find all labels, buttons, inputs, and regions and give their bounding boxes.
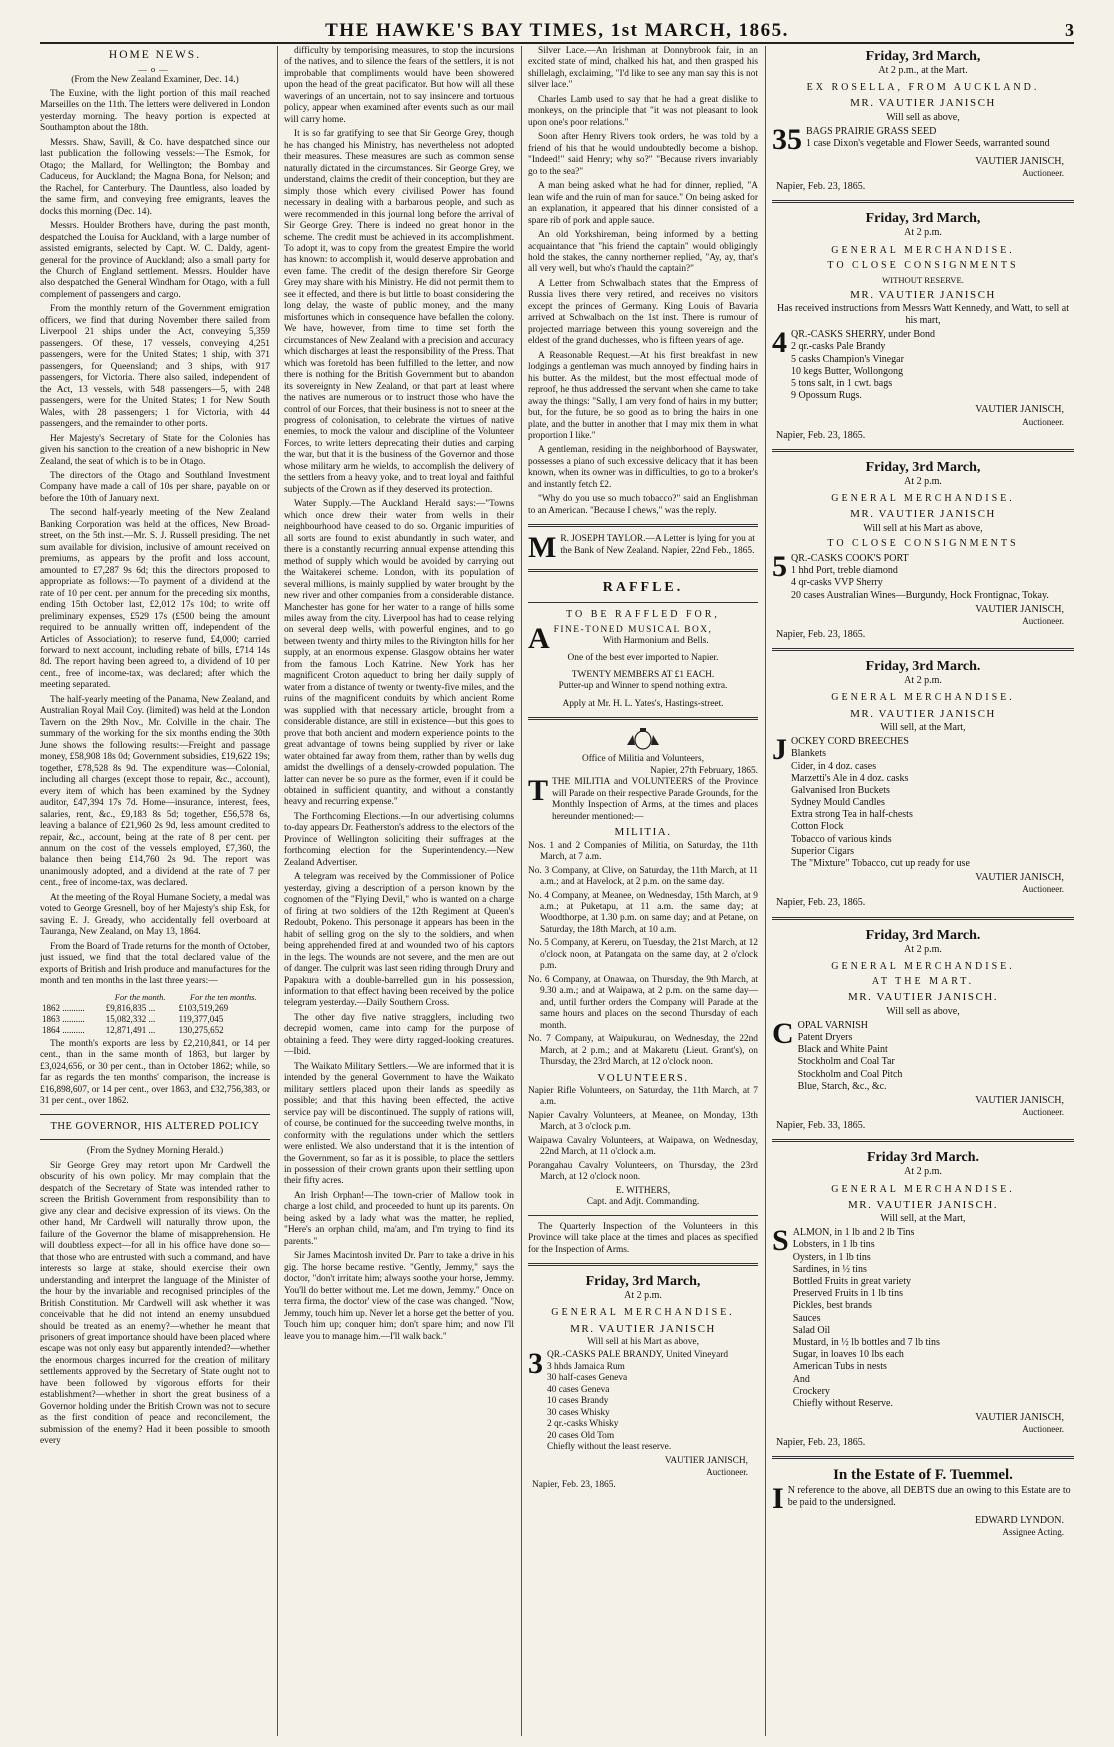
ad-general: GENERAL MERCHANDISE. <box>831 1183 1015 1195</box>
ad-day: Friday, 3rd March. <box>865 927 981 943</box>
quarterly-inspection: The Quarterly Inspection of the Volunteers in this Province will take place at the times and places as specified for the Inspection of Arms. <box>528 1221 758 1255</box>
ad-lot-first: ALMON, in 1 lb and 2 lb Tins <box>792 1227 915 1239</box>
ad-sign: VAUTIER JANISCH, <box>975 404 1064 416</box>
ad-day: Friday, 3rd March, <box>865 211 981 227</box>
drop-cap: J <box>772 733 787 767</box>
auction-ads <box>772 48 1074 1449</box>
list-item: Porangahau Cavalry Volunteers, on Thursday, the 23rd March, at 12 o'clock noon. <box>528 1160 758 1183</box>
ad-auctioneer-name: MR. VAUTIER JANISCH <box>850 508 996 521</box>
drop-cap: I <box>772 1481 784 1515</box>
article-paragraph: Silver Lace.—An Irishman at Donnybrook fair, in an excited state of mind, chalked his hat, and then grasped his shillelagh, exclaiming, "I'd like to see any man say this is not silver lace." <box>528 46 758 91</box>
ad-time: At 2 p.m. <box>904 475 942 487</box>
article-paragraph: It is so far gratifying to see that Sir George Grey, though he has changed his Ministry, has nevertheless not adopted their measures. These measures are such as common sense naturally dictated in the circumstances. Sir George Grey, we understand, claims the credit of their conception, but they are simply those which every civilised Power has found necessary in dealing with a barbarous people, and such as were recommended in this journal long before the arrival of Sir George Grey. There is indeed no great honor in the scheme. The credit must be achieved in its accomplishment. To adopt it, was to copy from the greatest Empire the world has known: to accomplish it, would deserve approbation and even fame. The credit of the design therefore Sir George Grey may share with his Ministry. He did not permit them to see it effected, and there is but little to boast considering the long delay, the waste of public money, and the many misfortunes which in consequence have befallen the colony. We have, however, from time to time set forth the circumstances of New Zealand with a precision and accuracy which discharges at least the responsibility of the Press. That which was foretold has been fulfilled to the letter, and now there is nothing for the British Government but to abandon its sovereignty in New Zealand, or that part at least where the natives are numerous or to instruct those who have the control of our Forces, that their business is not to sneer at the progress of colonisation, to celebrate the virtues of native enemies, to mock the valour and discipline of the Volunteer Forces, to write letters deprecating their duties and carping the war, but that it is the business of the Governor and those whose military arm he wields, to accomplish the delivery of the settlers from a heavy yoke, and to treat loyal and faithful subjects of the Crown as if they deserved its protection. <box>284 129 514 495</box>
table-header <box>40 991 104 1003</box>
ad-time: At 2 p.m. <box>904 943 942 955</box>
table-header: For the month. <box>114 991 166 1002</box>
ad-reserve: WITHOUT RESERVE. <box>882 275 964 286</box>
list-item: Waipawa Cavalry Volunteers, at Waipawa, on Wednesday, 22nd March, at 11 o'clock a.m. <box>528 1135 758 1158</box>
ad-role: Auctioneer. <box>1022 1424 1064 1435</box>
rule <box>772 1139 1074 1142</box>
ad-lot-body <box>806 126 1074 150</box>
list-item: Nos. 1 and 2 Companies of Militia, on Saturday, the 11th March, at 7 a.m. <box>528 840 758 863</box>
ad-lot-item: Sydney Mould Candles <box>791 797 885 809</box>
table-cell: 1862 .......... <box>42 1002 85 1013</box>
estate-role: Assignee Acting. <box>1002 1526 1064 1537</box>
ad-lot-first: QR.-CASKS SHERRY, under Bond <box>791 329 936 341</box>
table-header: For the ten months. <box>189 991 257 1002</box>
article-paragraph: difficulty by temporising measures, to stop the incursions of the natives, and to silence the fears of the settlers, it is not improbable that compliments would have been showered upon the head of the great pacificator. But how will all these waverings of an uncertain, not to say insincere and tortuous policy, appear when examined after events such as our mail will carry home. <box>284 46 514 125</box>
ad-date: Napier, Feb. 23, 1865. <box>776 897 866 909</box>
table-cell: 1863 .......... <box>42 1013 85 1024</box>
exports-table <box>40 991 270 1036</box>
ad-lot-item: 10 cases Brandy <box>547 1396 609 1407</box>
ad-time: At 2 p.m. <box>904 227 942 239</box>
raffle-to-be: TO BE RAFFLED FOR, <box>566 609 720 621</box>
drop-cap: T <box>528 774 549 808</box>
estate-notice <box>772 1466 1074 1537</box>
ad-lot-item: Pickles, best brands <box>792 1300 872 1312</box>
ad-general: GENERAL MERCHANDISE. <box>831 692 1015 704</box>
article-paragraph: The Euxine, with the light portion of this mail reached Marseilles on the 11th. The letters were delivered in London yesterday morning. The heavy portion is expected at Southampton about the 18th. <box>40 88 270 134</box>
ad-lot-item: 4 qr-casks VVP Sherry <box>791 577 883 589</box>
ad-lot-item: American Tubs in nests <box>792 1361 887 1373</box>
governor-body <box>40 1161 270 1448</box>
article-paragraph: From the monthly return of the Government emigration officers, we find that during November there sailed from Liverpool 21 ships under the Act, conveying 5,359 passengers. Of these, 17 vessels, conveying 4,251 passengers, were for the United States; 1 ship, with 371 passengers, for Queensland; and 3 ships, with 917 passengers, for Victoria. There also sailed, independent of the Act, 13 vessels, with 548 passengers—5, with 248 passengers, were for the United States; 1 for New South Wales, with 28 passengers; 1 for Victoria, with 44 passengers, and the remainder to other ports. <box>40 304 270 430</box>
auction-ad <box>772 1149 1074 1449</box>
article-paragraph: "Why do you use so much tobacco?" said an Englishman to an American. "Because I chews," was the reply. <box>528 494 758 516</box>
rule <box>40 1139 270 1140</box>
divider-ornament: —o— <box>138 64 172 75</box>
raffle-members: TWENTY MEMBERS AT £1 EACH. <box>571 670 715 681</box>
ad-lot-item: 5 casks Champion's Vinegar <box>791 353 904 365</box>
ad-date: Napier, Feb. 23, 1865. <box>776 429 866 441</box>
ad-will-sell: Will sell, at the Mart, <box>880 721 966 733</box>
article-paragraph: The other day five native stragglers, including two decrepid women, came into camp for the purpose of obtaining a feed. They were dirty ragged-looking creatures.—Ibid. <box>284 1012 514 1058</box>
home-news-source: (From the New Zealand Examiner, Dec. 14.) <box>71 74 239 85</box>
home-news-title: HOME NEWS. <box>108 49 202 61</box>
militia-office: Office of Militia and Volunteers, <box>581 754 705 765</box>
article-paragraph: Her Majesty's Secretary of State for the Colonies has given his sanction to the creation of a new bishopric in New Zealand, the seat of which is to be in Otago. <box>40 433 270 467</box>
drop-cap: 3 <box>528 1347 543 1381</box>
ad-subtitle: EX ROSELLA, FROM AUCKLAND. <box>806 82 1040 94</box>
drop-cap: 4 <box>772 326 787 360</box>
ad-lot-item: And <box>792 1373 810 1385</box>
masthead <box>40 12 1074 44</box>
ad-lot-item: Chiefly without Reserve. <box>792 1397 893 1409</box>
auction-ad <box>772 48 1074 193</box>
ad-sign: VAUTIER JANISCH, <box>664 1455 748 1466</box>
article-paragraph: The second half-yearly meeting of the New Zealand Banking Corporation was held at the offices, New Broad-street, on the 5th inst.—Mr. S. J. Russell presiding. The net sum available for division, inclusive of amount received on premiums, as appears by the profit and loss account, amounted to £7,287 9s 6d; this the directors proposed to appropriate as follows:—To payment of a dividend at the rate of 10 per cent. per annum for the preceding six months, ending 15th October last, £2,012 17s 10d; to write off preliminary expenses, £529 17s (£500 being the amount required to be annually written off, independent of the Articles of Association); to reserve fund, £4,000; carried forward to next account, including rebate of bills, £714 14s 8d. The report having been agreed to, a dividend of 10 per cent., free of income-tax, was declared; after which the meeting separated. <box>40 508 270 691</box>
auction-ad <box>772 658 1074 909</box>
ad-lot-item: 1 hhd Port, treble diamond <box>791 565 898 577</box>
ad-lot-item: Stockholm and Coal Tar <box>797 1056 895 1068</box>
ad-general: GENERAL MERCHANDISE. <box>831 244 1015 256</box>
ad-will-sell: Will sell as above, <box>886 1005 960 1017</box>
ad-lot-item: 10 kegs Butter, Wollongong <box>791 365 903 377</box>
auction-ad <box>772 210 1074 441</box>
ad-intro: Has received instructions from Messrs Watt Kennedy, and Watt, to sell at his mart, <box>776 302 1070 327</box>
ad-lot-body <box>791 736 1074 870</box>
rule <box>528 1263 758 1266</box>
article-paragraph: The Forthcoming Elections.—In our advertising columns to-day appears Dr. Featherston's address to the electors of the Province of Wellington soliciting their suffrages at the forthcoming election for the Superintendency.—New Zealand Advertiser. <box>284 811 514 868</box>
rule <box>772 200 1074 203</box>
rule <box>528 524 758 527</box>
ad-lot <box>772 326 1074 402</box>
ad-will-sell: Will sell at his Mart as above, <box>587 1336 699 1347</box>
column-3 <box>528 46 758 1736</box>
article-paragraph: The half-yearly meeting of the Panama, New Zealand, and Australian Royal Mail Coy. (limited) was held at the London Tavern on the 29th Nov., Mr. Colville in the chair. The summary of the working for the six months ending the 30th June shows the following results:—Freight and passage money, £58,908 18s 0d; Government subsidies, £19,622 19s; together, £78,528 8s 9d. The expenditure was—Colonial, including all charges (except those to repair, &c., account), every item of which has been examined by the Sydney auditor, £47,394 17s 7d. Home—insurance, interest, fees, salaries, rent, &c., £9,183 8s 5d; together, £56,578 6s, leaving a balance of £21,960 2s 9d, less amount credited to repair, &c., account, being at the rate of 8 per cent. per annum on the cost of the vessels employed, £7,360, the balance then being £14,760 2s 9d. The report was unanimously adopted, and a dividend at the rate of 7 per cent., free of income-tax, was declared. <box>40 694 270 889</box>
ad-lot-item: Black and White Paint <box>797 1044 888 1056</box>
ad-time: At 2 p.m., at the Mart. <box>878 65 968 77</box>
ad-will-sell: Will sell, at the Mart, <box>880 1213 966 1225</box>
auction-ad-brandy <box>528 1273 758 1491</box>
ad-lot-first: OPAL VARNISH <box>797 1019 868 1031</box>
ad-lot-item: 40 cases Geneva <box>547 1384 610 1395</box>
governor-title: THE GOVERNOR, HIS ALTERED POLICY <box>50 1120 260 1132</box>
list-item: Napier Cavalry Volunteers, at Meanee, on Monday, 13th March, at 3 o'clock p.m. <box>528 1110 758 1133</box>
table-cell: 130,275,652 <box>178 1024 224 1035</box>
ad-day: Friday, 3rd March, <box>865 49 981 64</box>
column-4 <box>772 46 1074 1736</box>
article-paragraph: A telegram was received by the Commissioner of Police yesterday, giving a description of a person known by the cognomen of the "Flying Devil," who is wanted on a charge of firing at two soldiers of the 12th Regiment at Queen's Redoubt, Pokeno. This personage it appears has been in the habit of selling grog on the sly to the soldiers, and when being apprehended fired at and wounded two of his captors in the legs. The wounds are not severe, and the men are out of danger. The culprit was last seen riding through Drury and Papakura with a double-barrelled gun in his possession, information to that effect having been received by the police telegram yesterday.—Daily Southern Cross. <box>284 872 514 1009</box>
ad-lot-item: Preserved Fruits in 1 lb tins <box>792 1288 903 1300</box>
ad-lot-item: 20 cases Old Tom <box>547 1430 615 1441</box>
rule <box>772 1456 1074 1459</box>
article-paragraph: The Waikato Military Settlers.—We are informed that it is intended by the general Government to have the Waikato military settlers placed upon their lands as speedily as possible; and that this having been effected, the active service pay will be discontinued. The supply of rations will, of course, be continued for the succeeding twelve months, in conformity with the regulations under which the settlers were enlisted. We also understand that it is the intention of the Government, so far as it is possible, to place the settlers in possession of their crown grants upon their settling upon their fifty acres. <box>284 1061 514 1187</box>
masthead-title: THE HAWKE'S BAY TIMES, 1st MARCH, 1865. <box>325 19 789 41</box>
ad-time: At 2 p.m. <box>904 1166 942 1178</box>
drop-cap: 35 <box>772 123 802 157</box>
ad-lot-item: Mustard, in ½ lb bottles and 7 lb tins <box>792 1336 940 1348</box>
ad-lot-item: 20 cases Australian Wines—Burgundy, Hock Frontignac, Tokay. <box>791 589 1049 601</box>
ad-lot-item: 2 qr.-casks Pale Brandy <box>791 341 886 353</box>
column-2 <box>284 46 514 1736</box>
ad-lot-item: Sardines, in ½ tins <box>792 1263 867 1275</box>
raffle-item-text: FINE-TONED MUSICAL BOX, <box>553 624 713 635</box>
ad-time: At 2 p.m. <box>904 675 942 687</box>
table-cell: £103,519,269 <box>178 1002 229 1013</box>
ad-will-sell: Will sell as above, <box>886 111 960 123</box>
volunteers-list <box>528 1086 758 1184</box>
ad-lot <box>528 1347 758 1453</box>
rule <box>528 569 758 572</box>
ad-date: Napier, Feb. 23, 1865. <box>776 628 866 640</box>
raffle-ad <box>528 579 758 710</box>
rule <box>772 449 1074 452</box>
ad-lot-item: Superior Cigars <box>791 845 855 857</box>
article-paragraph: Water Supply.—The Auckland Herald says:—"Towns which once drew their water from wells in their neighbourhood have ceased to do so. Organic impurities of all sorts are found to exist abundantly in such water, and there is a constantly recurring annual expense attending this method of supply which would be avoided by carrying out the Waitakerei scheme. London, with its population of several millions, is mainly supplied by water brought by the new river and other companies from a considerable distance. Manchester has gone for her water to a range of hills some miles away from the city. Liverpool has had to cease relying on several deep wells, with powerful engines, and to go between twenty and thirty miles to the Rivington hills for her supply, at an enormous expense. Glasgow obtains her water from the famous Loch Katrine. New York has her magnificent Croton aqueduct to bring her daily supply of water from a distance of twenty or twenty-five miles, and the ruins of the magnificent conduits by which ancient Rome was supplied with that necessary article, brought from a considerable distance, are still in existence—but this goes to prove that both ancient and modern experience points to the great advantage of towns being supplied by river or lake water obtained far away from them, rather than by wells dug amidst the dwellings of a densely-crowded population. The latter can never be so pure as the former, even if it could be obtained in sufficient quantity, and without a constantly heavy and recurring expense." <box>284 499 514 808</box>
ad-lot-item: 1 case Dixon's vegetable and Flower Seeds, warranted sound <box>806 138 1050 150</box>
ad-lot-first: BAGS PRAIRIE GRASS SEED <box>806 126 937 138</box>
ad-lot-item: 30 half-cases Geneva <box>547 1373 628 1384</box>
ad-lot-item: Chiefly without the least reserve. <box>547 1442 672 1453</box>
militia-signer: E. WITHERS, <box>615 1185 671 1196</box>
ad-sign: VAUTIER JANISCH, <box>975 872 1064 884</box>
ad-sign: VAUTIER JANISCH, <box>975 1412 1064 1424</box>
article-paragraph: An Irish Orphan!—The town-crier of Mallow took in charge a lost child, and proceeded to hunt up its parents. On being asked by a lady what was the matter, he replied, "Here's an orphan child, ma'am, and I'm trying to find its parents." <box>284 1190 514 1247</box>
table-cell: 15,082,332 ... <box>105 1013 156 1024</box>
ad-lot-item: 2 qr.-casks Whisky <box>547 1419 619 1430</box>
ad-lot-item: Patent Dryers <box>797 1031 853 1043</box>
ad-subtitle: TO CLOSE CONSIGNMENTS <box>827 537 1019 549</box>
article-paragraph: A Reasonable Request.—At his first breakfast in new lodgings a gentleman was much annoyed by finding hairs in his butter. As the mildest, but the most effectual mode of reproof, he thus addressed the servant when she came to take away the things: "Sally, I am very fond of hairs in my butter; but, for the future, be so good as to bring the hairs in one plate, and the butter in another that I may mix them in what proportion I like." <box>528 350 758 441</box>
militia-heading: MILITIA. <box>614 826 672 839</box>
ad-lot-body <box>791 553 1074 602</box>
list-item: No. 4 Company, at Meanee, on Wednesday, 15th March, at 9 a.m.; at Puketapu, at 11 a.m. the same day; at Woodthorpe, at 1.30 p.m. on same day; and at Petane, on Saturday, the 18th March, at 10 a.m. <box>528 890 758 935</box>
ad-sign: VAUTIER JANISCH, <box>975 1094 1064 1106</box>
ad-general: GENERAL MERCHANDISE. <box>551 1307 735 1319</box>
taylor-notice <box>528 531 758 565</box>
volunteers-heading: VOLUNTEERS. <box>597 1071 689 1084</box>
ad-general: GENERAL MERCHANDISE. <box>831 493 1015 505</box>
ad-subtitle: AT THE MART. <box>871 976 975 987</box>
ad-lot-body <box>547 1350 758 1453</box>
ad-lot-item: Tobacco of various kinds <box>791 833 892 845</box>
page-number: 3 <box>1065 20 1074 41</box>
ad-lot-item: Cotton Flock <box>791 821 844 833</box>
article-paragraph: Messrs. Houlder Brothers have, during the past month, despatched the Louisa for Auckland, with a large number of assisted emigrants, selected by Capt. W. C. Daldy, agent-general for the province of Auckland; also a small party for the Church of England settlement. Messrs. Houlder have also despatched the General Windham for Otago, with a full complement of passengers and cargo. <box>40 221 270 300</box>
home-news-paragraph: The month's exports are less by £2,210,841, or 14 per cent., than in the same month of 1863, but larger by £3,024,656, or 30 per cent., than in October 1862; while, so far as regards the ten months' comparison, the increase is £16,898,607, or 14 per cent., over 1863, and £32,756,383, or 31 per cent., over 1862. <box>40 1038 270 1107</box>
ad-auctioneer-name: MR. VAUTIER JANISCH. <box>847 1198 998 1211</box>
ad-auctioneer-name: MR. VAUTIER JANISCH. <box>847 991 998 1004</box>
column-3-body <box>528 46 758 517</box>
ad-date: Napier, Feb. 23, 1865. <box>532 1480 616 1491</box>
ad-lot <box>772 733 1074 870</box>
taylor-notice-text: R. JOSEPH TAYLOR.—A Letter is lying for you at the Bank of New Zealand. Napier, 22nd Feb., 1865. <box>560 534 755 556</box>
article-paragraph: Messrs. Shaw, Savill, & Co. have despatched since our last publication the following vessels:—The Esmok, for Otago; the Mallard, for Wellington; the Bombay and Caduceus, for Auckland; the Magna Bona, for Nelson; and the Rachel, for Canterbury. The Dauntless, also loaded by the same firm, and conveying free emigrants, leaves the docks this morning (Dec. 14). <box>40 137 270 217</box>
ad-day: Friday, 3rd March, <box>865 459 981 475</box>
rule <box>772 917 1074 920</box>
raffle-putter: Putter-up and Winner to spend nothing extra. <box>558 681 728 692</box>
article-paragraph: An old Yorkshireman, being informed by a betting acquaintance that "his friend the captain" would obligingly hold the stakes, the canny northerner replied, "Ay, ay, that's all very well, but who's t'hauld the captain?" <box>528 230 758 275</box>
ad-lot-item: Cider, in 4 doz. cases <box>791 760 877 772</box>
estate-text: N reference to the above, all DEBTS due an owing to this Estate are to be paid to the undersigned. <box>787 1484 1071 1508</box>
estate-sign: EDWARD LYNDON. <box>975 1514 1064 1526</box>
table-cell: 119,377,045 <box>178 1013 224 1024</box>
article-paragraph: A Letter from Schwalbach states that the Empress of Russia lives there very retired, and receives no visitors except the princes of Germany. King Louis of Bavaria arrived at Schwalbach on the 1st inst. There is rumour of projected marriage between this young sovereign and the eldest of the grand duchesses, who is fifteen years of age. <box>528 278 758 347</box>
ad-day: Friday, 3rd March. <box>865 659 981 675</box>
raffle-with: With Harmonium and Bells. <box>602 636 709 647</box>
ad-date: Napier, Feb. 33, 1865. <box>776 1120 866 1132</box>
column-rule <box>521 46 522 1736</box>
ad-lot-item: Stockholm and Coal Pitch <box>797 1068 903 1080</box>
list-item: No. 3 Company, at Clive, on Saturday, the 11th March, at 11 a.m.; and at Havelock, at 2 p.m. on the same day. <box>528 865 758 888</box>
ad-lot-body <box>793 1227 1074 1410</box>
militia-signer-role: Capt. and Adjt. Commanding. <box>586 1197 700 1208</box>
ad-lot-first: QR.-CASKS PALE BRANDY, United Vineyard <box>547 1350 729 1361</box>
article-paragraph: A man being asked what he had for dinner, replied, "A lean wife and the ruin of man for sauce." On being asked for an explanation, it appeared that his dinner consisted of a spare rib of pork and apple sauce. <box>528 181 758 226</box>
ad-date: Napier, Feb. 23, 1865. <box>776 181 866 193</box>
raffle-apply: Apply at Mr. H. L. Yates's, Hastings-street. <box>562 698 724 709</box>
auction-ad <box>772 927 1074 1133</box>
column-rule <box>277 46 278 1736</box>
militia-intro: THE MILITIA and VOLUNTEERS of the Province will Parade on their respective Parade Grounds, for the Monthly Inspection of Arms, at the times and places hereunder mentioned:— <box>552 777 758 822</box>
ad-lot-item: Sugar, in loaves 10 lbs each <box>792 1349 904 1361</box>
raffle-best: One of the best ever imported to Napier. <box>567 652 719 663</box>
militia-date: Napier, 27th February, 1865. <box>650 765 758 776</box>
drop-cap: A <box>528 621 550 655</box>
ad-role: Auctioneer. <box>706 1467 748 1478</box>
column-rule <box>765 46 766 1736</box>
ad-lot-body <box>798 1020 1074 1093</box>
rule <box>40 1114 270 1115</box>
ad-auctioneer-name: MR. VAUTIER JANISCH <box>570 1322 716 1335</box>
ad-lot-item: Sauces <box>792 1312 821 1324</box>
article-paragraph: Sir George Grey may retort upon Mr Cardwell the obscurity of his own policy. Mr may complain that the despatch of the Secretary of State was intended rather to screen the British Government from responsibility than to give any clear and decisive expression of its views. On the other hand, Mr Cardwell will naturally throw upon, the failure of the Governor the blame of misapprehension. He will doubtless expect—for all in his office have done so—that those who are entrusted with such a command, and have interests so large at stake, should exercise their own understanding and interpret the language of the Minister of the hour by the invariable and recognised principles of the British Constitution. Mr Cardwell will ask whether it was conceivable that he did not intend an enemy unsubdued should be treated as an enemy?—whether he meant that prisoners of great importance should have been placed where escape was not only easy but apparently intended?—whether the enormous charges incurred for the creation of military settlements approved by the Secretary of State ought not to have been followed by vigorous efforts for their establishment?—whether in short the great business of a Governor holding under the British Crown was not to secure as the first condition of peace and reconcilement, the submission of the enemy? Had it been possible to smooth every <box>40 1160 270 1447</box>
ad-will-sell: Will sell at his Mart as above, <box>863 522 983 534</box>
ad-lot-item: Bottled Fruits in great variety <box>792 1276 911 1288</box>
home-news-body <box>40 89 270 988</box>
ad-lot-item: The "Mixture" Tobacco, cut up ready for use <box>791 858 970 870</box>
ad-time: At 2 p.m. <box>624 1290 662 1302</box>
table-cell: £9,816,835 ... <box>105 1002 156 1013</box>
ad-lot-item: Lobsters, in 1 lb tins <box>792 1239 875 1251</box>
ad-lot-item: Galvanised Iron Buckets <box>791 784 890 796</box>
ad-lot-item: Marzetti's Ale in 4 doz. casks <box>791 772 909 784</box>
list-item: No. 7 Company, at Waipukurau, on Wednesday, the 22nd March, at 2 p.m.; and at Makaretu (Lieut. Grant's), on Thursday, the 23rd March, at 12 o'clock noon. <box>528 1034 758 1068</box>
table-row <box>40 1003 270 1014</box>
royal-crest-icon <box>623 727 663 751</box>
ad-role: Auctioneer. <box>1022 1107 1064 1118</box>
militia-list <box>528 841 758 1069</box>
raffle-item <box>528 621 758 655</box>
list-item: No. 5 Company, at Kereru, on Tuesday, the 21st March, at 12 o'clock noon, at Patangata on the same day, at 2 o'clock p.m. <box>528 938 758 972</box>
ad-day: Friday, 3rd March, <box>585 1274 701 1290</box>
ad-lot-item: Blankets <box>791 748 826 760</box>
drop-cap: 5 <box>772 550 787 583</box>
ad-lot-item: Salad Oil <box>792 1324 831 1336</box>
table-row <box>40 1025 270 1036</box>
list-item: No. 6 Company, at Onawaa, on Thursday, the 9th March, at 9.30 a.m.; and at Waipawa, at 2 p.m. on the same day—and, until further orders the Company will Parade at the same hours and places on the second Thursday of each month. <box>528 974 758 1031</box>
ad-lot-item: Blue, Starch, &c., &c. <box>797 1080 887 1092</box>
ad-auctioneer-name: MR. VAUTIER JANISCH <box>850 707 996 720</box>
article-paragraph: From the Board of Trade returns for the month of October, just issued, we find that the total declared value of the exports of British and Irish produce and manufactures for the month and ten months in the last three years:— <box>40 941 270 987</box>
article-paragraph: Soon after Henry Rivers took orders, he was told by a friend of his that he would undoubtedly become a bishop. "Indeed!" said Henry; why so?" "Because rivers invariably go to the sea?" <box>528 132 758 177</box>
militia-notice <box>528 754 758 1256</box>
ad-role: Auctioneer. <box>1022 416 1064 427</box>
rule <box>772 648 1074 651</box>
drop-cap: S <box>772 1224 789 1258</box>
drop-cap: C <box>772 1016 794 1050</box>
ad-lot <box>772 1016 1074 1093</box>
article-paragraph: At the meeting of the Royal Humane Society, a medal was voted to George Gresnell, boy of her Majesty's ship Esk, for saving E. J. Gready, who accidentally fell overboard at Tauranga, New Zealand, on May 13, 1864. <box>40 892 270 938</box>
ad-lot-first: QR.-CASKS COOK'S PORT <box>791 553 909 564</box>
ad-auctioneer-name: MR. VAUTIER JANISCH <box>850 97 996 110</box>
ad-sign: VAUTIER JANISCH, <box>975 603 1064 615</box>
article-paragraph: A gentleman, residing in the neighborhood of Bayswater, possesses a piano of such excessive delicacy that it has been known, when its owner was in difficulties, to go to a broker's and instantly fetch £2. <box>528 445 758 490</box>
ad-lot <box>772 550 1074 602</box>
auction-ad <box>772 459 1074 641</box>
ad-lot-item: Oysters, in 1 lb tins <box>792 1251 871 1263</box>
raffle-title: RAFFLE. <box>602 580 684 596</box>
ad-role: Auctioneer. <box>1022 168 1064 179</box>
governor-source: (From the Sydney Morning Herald.) <box>86 1146 224 1157</box>
ad-auctioneer-name: MR. VAUTIER JANISCH <box>850 288 996 301</box>
ad-role: Auctioneer. <box>1022 884 1064 895</box>
estate-title: In the Estate of F. Tuemmel. <box>833 1467 1013 1484</box>
ad-date: Napier, Feb. 23, 1865. <box>776 1437 866 1449</box>
ad-lot-item: 3 hhds Jamaica Rum <box>547 1361 625 1372</box>
column-1 <box>40 46 270 1736</box>
column-2-body <box>284 46 514 1343</box>
ad-lot-body <box>791 329 1074 402</box>
ad-day: Friday 3rd March. <box>866 1150 980 1166</box>
ad-lot-item: 5 tons salt, in 1 cwt. bags <box>791 378 893 390</box>
ad-lot-first: OCKEY CORD BREECHES <box>791 736 909 748</box>
article-paragraph: The directors of the Otago and Southland Investment Company have made a call of 10s per share, payable on or before the 10th of January next. <box>40 470 270 504</box>
rule <box>528 717 758 720</box>
ad-lot-item: Extra strong Tea in half-chests <box>791 809 913 821</box>
ad-lot-item: 30 cases Whisky <box>547 1407 610 1418</box>
ad-lot-item: Crockery <box>792 1385 830 1397</box>
table-cell: 12,871,491 ... <box>105 1024 156 1035</box>
ad-lot <box>772 1224 1074 1410</box>
ad-role: Auctioneer. <box>1022 615 1064 626</box>
ad-subtitle: TO CLOSE CONSIGNMENTS <box>827 259 1019 271</box>
ad-lot-item: 9 Opossum Rugs. <box>791 390 862 402</box>
ad-general: GENERAL MERCHANDISE. <box>831 960 1015 972</box>
drop-cap: M <box>528 531 557 565</box>
ad-sign: VAUTIER JANISCH, <box>975 156 1064 168</box>
table-row <box>40 1014 270 1025</box>
article-paragraph: Charles Lamb used to say that he had a great dislike to monkeys, on the principle that "it was not pleasant to look upon one's poor relations." <box>528 94 758 128</box>
article-paragraph: Sir James Macintosh invited Dr. Parr to take a drive in his gig. The horse became restive. "Gently, Jemmy," says the doctor, "don't irritate him; always soothe your horse, Jemmy. You'll do better without me. Let me down, Jemmy." Once on terra firma, the doctor' view of the case was changed. "Now, Jemmy, touch him up. Never let a horse get the better of you. Touch him up; conquer him; don't spare him; and now I'll leave you to manage him.—I'll walk back." <box>284 1251 514 1342</box>
list-item: Napier Rifle Volunteers, on Saturday, the 11th March, at 7 a.m. <box>528 1085 758 1108</box>
rule <box>528 1215 758 1216</box>
table-cell: 1864 .......... <box>42 1024 85 1035</box>
ad-lot <box>772 123 1074 157</box>
rule <box>528 602 758 603</box>
